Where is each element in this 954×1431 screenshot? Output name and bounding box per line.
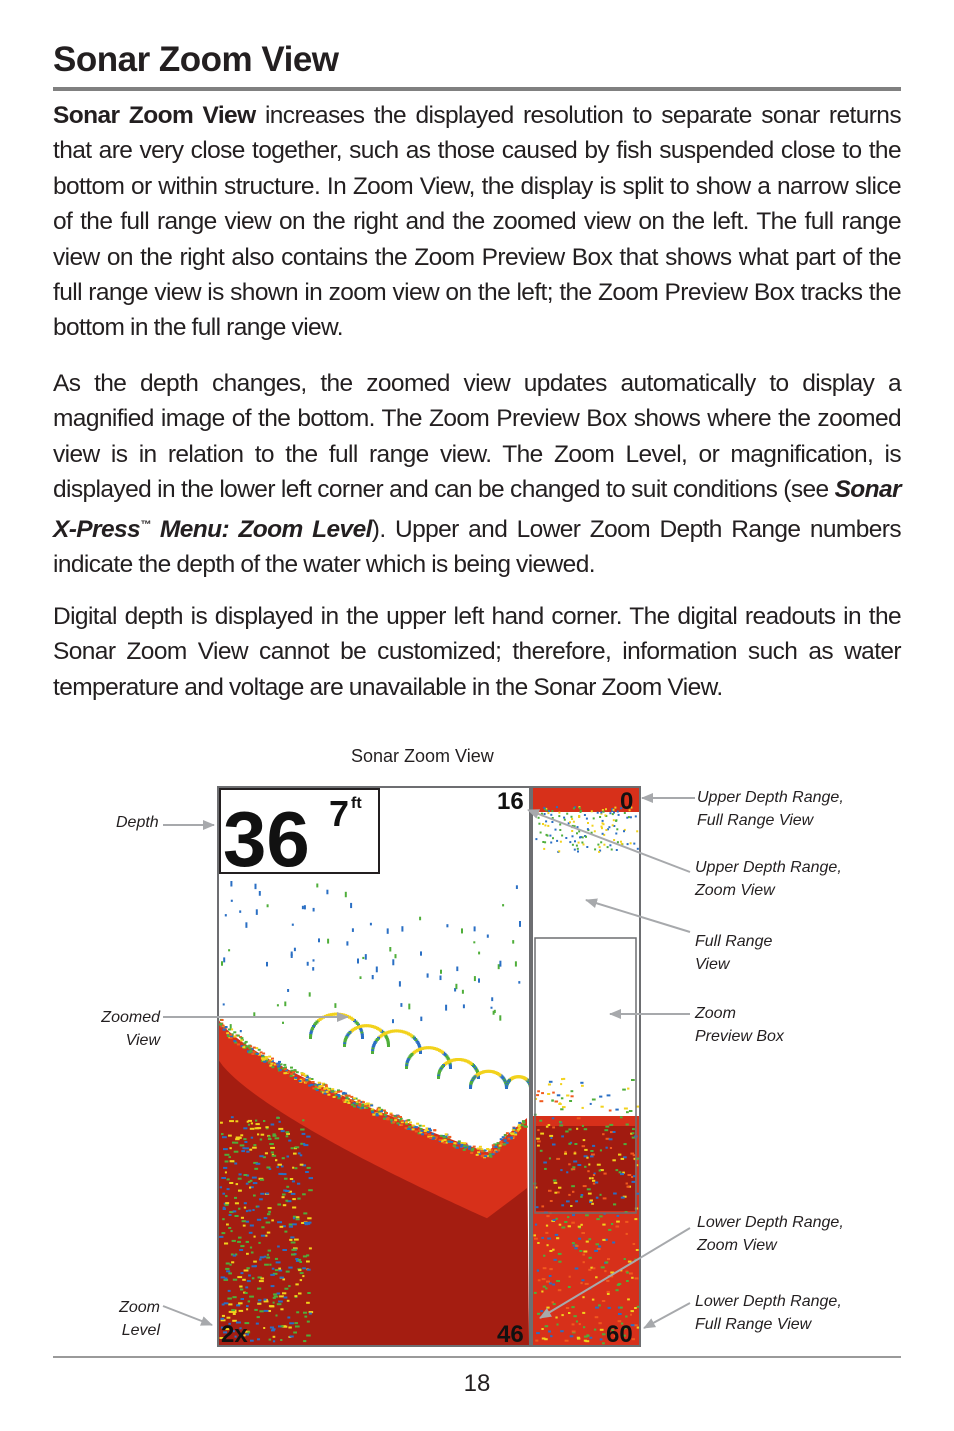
- callout-depth-label: Depth: [116, 814, 159, 831]
- callout-preview-line2: Preview Box: [695, 1028, 784, 1045]
- arrow-lower-zoom: [540, 1228, 690, 1318]
- zoom-lower-depth: 46: [497, 1321, 524, 1347]
- arrow-full-range: [586, 900, 690, 932]
- paragraph-intro-lead: Sonar Zoom View: [53, 102, 256, 129]
- callout-zoom-level-line2: Level: [121, 1322, 160, 1339]
- paragraph-depth-after: ). Upper and Lower Zoom Depth Range numbers indicate the depth of the water which is being viewed.: [53, 515, 901, 579]
- callout-lower-zoom-line2: Zoom View: [697, 1237, 777, 1254]
- page-number: 18: [463, 1370, 491, 1397]
- depth-readout-value: 36: [223, 795, 310, 883]
- full-upper-depth: 0: [620, 788, 634, 815]
- footer-rule: [53, 1356, 901, 1358]
- callout-upper-full-line1: Upper Depth Range,: [697, 789, 844, 806]
- zoom-upper-depth: 16: [497, 788, 524, 815]
- zoom-level-readout: 2x: [221, 1321, 248, 1347]
- callout-full-range-line2: View: [695, 956, 730, 973]
- callout-full-range-line1: Full Range: [695, 933, 773, 950]
- callout-preview-line1: Zoom: [695, 1005, 736, 1022]
- callout-lower-full-line2: Full Range View: [695, 1316, 812, 1333]
- menu-reference-part2: Menu: Zoom Level: [150, 515, 372, 543]
- paragraph-intro-text: increases the displayed resolution to separate sonar returns that are very close together, such as those caused by fish suspended close to the bottom or within structure. In Zoom View, the display is split to show a narrow slice of the full range view on the right and the zoomed view on the left. The full range view on the right also contains the Zoom Preview Box that shows what part of the full range view is shown in zoom view on the left; the Zoom Preview Box tracks the bottom in the full range view.: [53, 102, 901, 342]
- depth-readout-decimal: 7: [329, 793, 350, 834]
- callout-zoomed-view-line1: Zoomed: [101, 1009, 160, 1026]
- arrow-zoom-level: [163, 1306, 212, 1325]
- callout-lower-zoom-line1: Lower Depth Range,: [697, 1214, 844, 1231]
- menu-reference-part1: Sonar X-Press: [53, 476, 901, 543]
- callout-upper-zoom-line1: Upper Depth Range,: [695, 859, 842, 876]
- page-heading: Sonar Zoom View: [53, 40, 339, 79]
- paragraph-depth-before: As the depth changes, the zoomed view updates automatically to display a magnified image of the bottom. The Zoom Preview Box shows where the zoomed view is in relation to the full range view. The Zoom Level, or magnification, is displayed in the lower left corner and can be changed to suit conditions (see: [53, 370, 901, 504]
- callout-upper-full-line2: Full Range View: [697, 812, 814, 829]
- trademark-symbol: ™: [140, 518, 151, 531]
- callout-zoom-level-line1: Zoom: [119, 1299, 160, 1316]
- depth-readout-unit: ft: [351, 795, 362, 812]
- paragraph-digital-depth: Digital depth is displayed in the upper left hand corner. The digital readouts in the Sonar Zoom View cannot be customized; therefore, information such as water temperature and voltage are unavailable in the Sonar Zoom View.: [53, 603, 901, 701]
- callout-lower-full-line1: Lower Depth Range,: [695, 1293, 842, 1310]
- arrow-lower-full: [644, 1303, 690, 1328]
- full-lower-depth: 60: [606, 1321, 633, 1347]
- figure-title: Sonar Zoom View: [351, 746, 494, 766]
- callout-upper-zoom-line2: Zoom View: [695, 882, 775, 899]
- arrow-upper-zoom: [528, 810, 690, 872]
- callout-zoomed-view-line2: View: [125, 1032, 160, 1049]
